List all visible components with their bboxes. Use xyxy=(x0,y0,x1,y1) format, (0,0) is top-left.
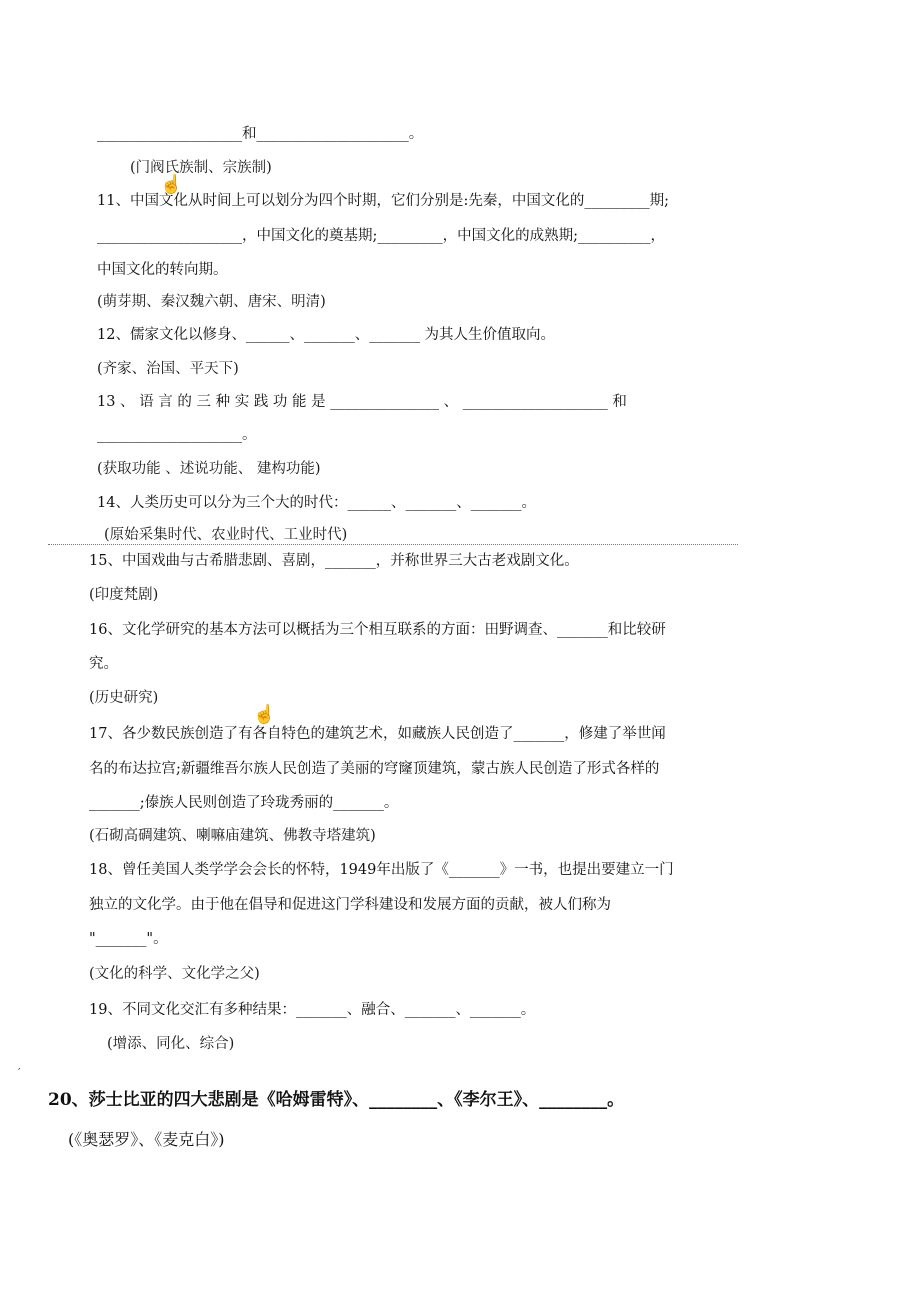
hand-cursor-icon: ☝ xyxy=(160,174,183,195)
question-15: 15、中国戏曲与古希腊悲剧、喜剧，_______，并称世界三大古老戏剧文化。 xyxy=(89,553,579,569)
text-line: 名的布达拉宫;新疆维吾尔族人民创造了美丽的穹窿顶建筑，蒙古族人民创造了形式各样的 xyxy=(89,761,660,777)
answer-line: (增添、同化、综合) xyxy=(107,1036,235,1052)
answer-line: (印度梵剧) xyxy=(89,587,159,603)
text-line: 中国文化的转向期。 xyxy=(97,262,228,278)
answer-line: (萌芽期、秦汉魏六朝、唐宋、明清) xyxy=(97,294,326,310)
question-19: 19、不同文化交汇有多种结果：_______、融合、_______、_______。 xyxy=(89,1002,536,1018)
answer-line: (齐家、治国、平天下) xyxy=(97,361,239,377)
text-line: _______;傣族人民则创造了玲珑秀丽的_______。 xyxy=(89,795,399,811)
text-line: 独立的文化学。由于他在倡导和促进这门学科建设和发展方面的贡献，被人们称为 xyxy=(89,897,611,913)
answer-line: (文化的科学、文化学之父) xyxy=(89,966,260,982)
text-line: 究。 xyxy=(89,656,118,672)
text-line: ____________________和_____________________。 xyxy=(97,126,424,142)
question-14: 14、人类历史可以分为三个大的时代：______、_______、_______。 xyxy=(97,495,536,511)
answer-line: (《奥瑟罗》、《麦克白》) xyxy=(68,1130,225,1149)
page-divider xyxy=(48,544,738,545)
question-13: 13 、 语 言 的 三 种 实 践 功 能 是 _______________ 、 ____________________ 和 xyxy=(97,394,627,410)
answer-line: (历史研究) xyxy=(89,690,159,706)
text-line: ____________________。 xyxy=(97,427,257,443)
hand-cursor-icon: ☝ xyxy=(253,704,276,725)
question-17: 17、各少数民族创造了有各自特色的建筑艺术，如藏族人民创造了_______，修建了举世闻 xyxy=(89,726,666,742)
answer-line: (门阀氏族制、宗族制) xyxy=(130,160,272,176)
answer-line: (原始采集时代、农业时代、工业时代) xyxy=(104,527,348,543)
answer-line: (获取功能 、述说功能、 建构功能) xyxy=(97,461,321,477)
question-16: 16、文化学研究的基本方法可以概括为三个相互联系的方面：田野调查、_______和比较研 xyxy=(89,622,666,638)
text-line: ____________________，中国文化的奠基期;_________，中国文化的成熟期;__________， xyxy=(97,228,666,244)
stray-mark: ′ xyxy=(18,1066,21,1079)
question-18: 18、曾任美国人类学学会会长的怀特，1949年出版了《_______》一书，也提出要建立一门 xyxy=(89,862,674,878)
answer-line: (石砌高碉建筑、喇嘛庙建筑、佛教寺塔建筑) xyxy=(89,828,376,844)
question-20: 20、莎士比亚的四大悲剧是《哈姆雷特》、________、《李尔王》、________。 xyxy=(48,1090,625,1110)
question-12: 12、儒家文化以修身、______、_______、_______ 为其人生价值取向。 xyxy=(97,327,556,343)
question-11: 11、中国文化从时间上可以划分为四个时期，它们分别是:先秦，中国文化的_________期; xyxy=(97,193,669,209)
text-line: "_______"。 xyxy=(89,931,168,947)
